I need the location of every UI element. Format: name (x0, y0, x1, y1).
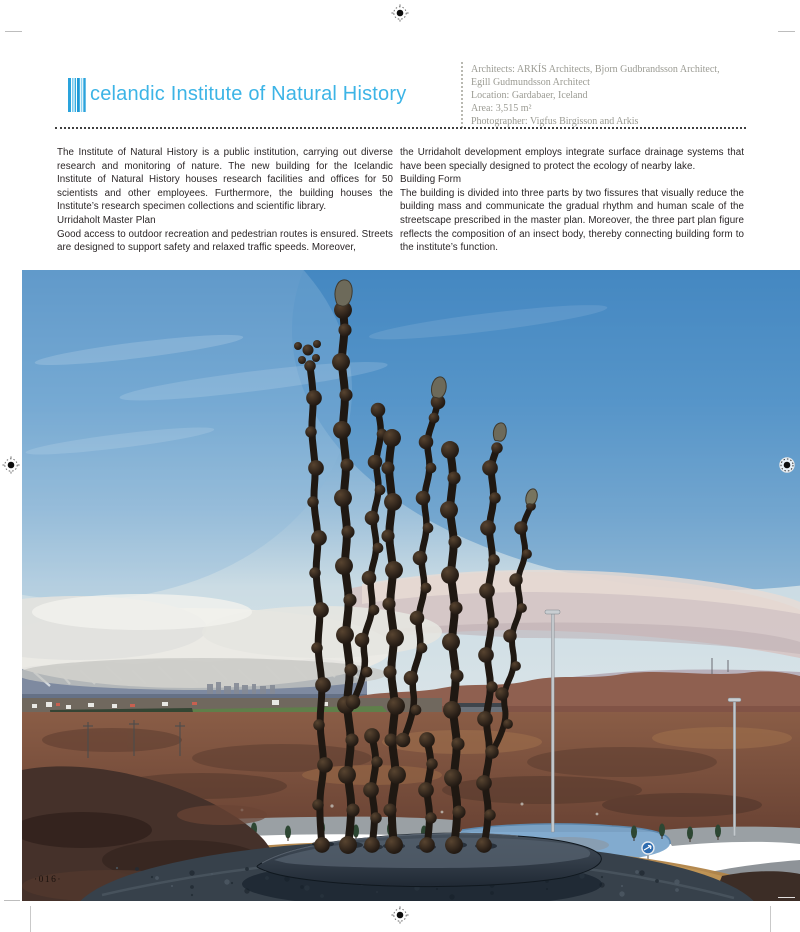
trim-mark-bottom-right-v (770, 906, 771, 932)
institute-logo-icon (68, 78, 87, 112)
credits-block (471, 63, 771, 128)
text-column-left (57, 146, 393, 255)
paragraph-masterplan-heading: Urridaholt Master Plan (57, 214, 156, 226)
credit-line-architects-2: Egill Gudmundsson Architect (471, 77, 590, 88)
trim-mark-bottom-right-h (778, 897, 795, 898)
paragraph-intro: The Institute of Natural History is a public institution, carrying out diverse research and monitoring of nature. The new building for the Icelandic Institute of Natural History houses research facilities and offices for 50 scientists and other employees. Furthermore, the building houses the Institute’s research specimen collections and scientific library. (57, 147, 393, 213)
trim-mark-bottom-left-v (30, 906, 31, 932)
paragraph-masterplan-cont: the Urridaholt development employs integrate surface drainage systems that have been specially designed to protect the ecology of nearby lake. (400, 147, 744, 172)
article (57, 146, 744, 255)
credit-line-photographer: Photographer: Vigfus Birgisson and Arkis (471, 116, 639, 127)
project-photo (22, 270, 800, 901)
paragraph-masterplan: Good access to outdoor recreation and pedestrian routes is ensured. Streets are designed to support safety and relaxed traffic speeds. Moreover, (57, 228, 393, 254)
registration-mark-bottom (391, 906, 409, 924)
trim-mark-top-left (5, 31, 22, 32)
credit-line-area: Area: 3,515 m² (471, 103, 532, 114)
registration-mark-top (391, 4, 409, 22)
header (68, 77, 406, 112)
registration-mark-left (2, 456, 20, 474)
page-title: celandic Institute of Natural History (90, 83, 407, 105)
photo-illustration (22, 270, 800, 901)
text-column-right (400, 146, 744, 255)
trim-mark-bottom-left-h (4, 900, 20, 901)
credit-line-location: Location: Gardabaer, Iceland (471, 90, 588, 101)
credit-line-architects: Architects: ARKÍS Architects, Bjorn Gudbrandsson Architect, (471, 64, 720, 75)
paragraph-buildingform-heading: Building Form (400, 174, 462, 186)
credits-divider (461, 62, 463, 128)
dotted-rule (55, 127, 746, 129)
trim-mark-top-right (778, 31, 795, 32)
paragraph-buildingform: The building is divided into three parts by two fissures that visually reduce the building mass and communicate the gradual rhythm and human scale of the streetscape prescribed in the master plan. Moreover, the three part plan figure reflects the composition of an insect body, thereby connecting building form to the institute’s function. (400, 187, 744, 254)
page-number: ·016· (34, 875, 63, 885)
registration-mark-right (778, 456, 796, 474)
